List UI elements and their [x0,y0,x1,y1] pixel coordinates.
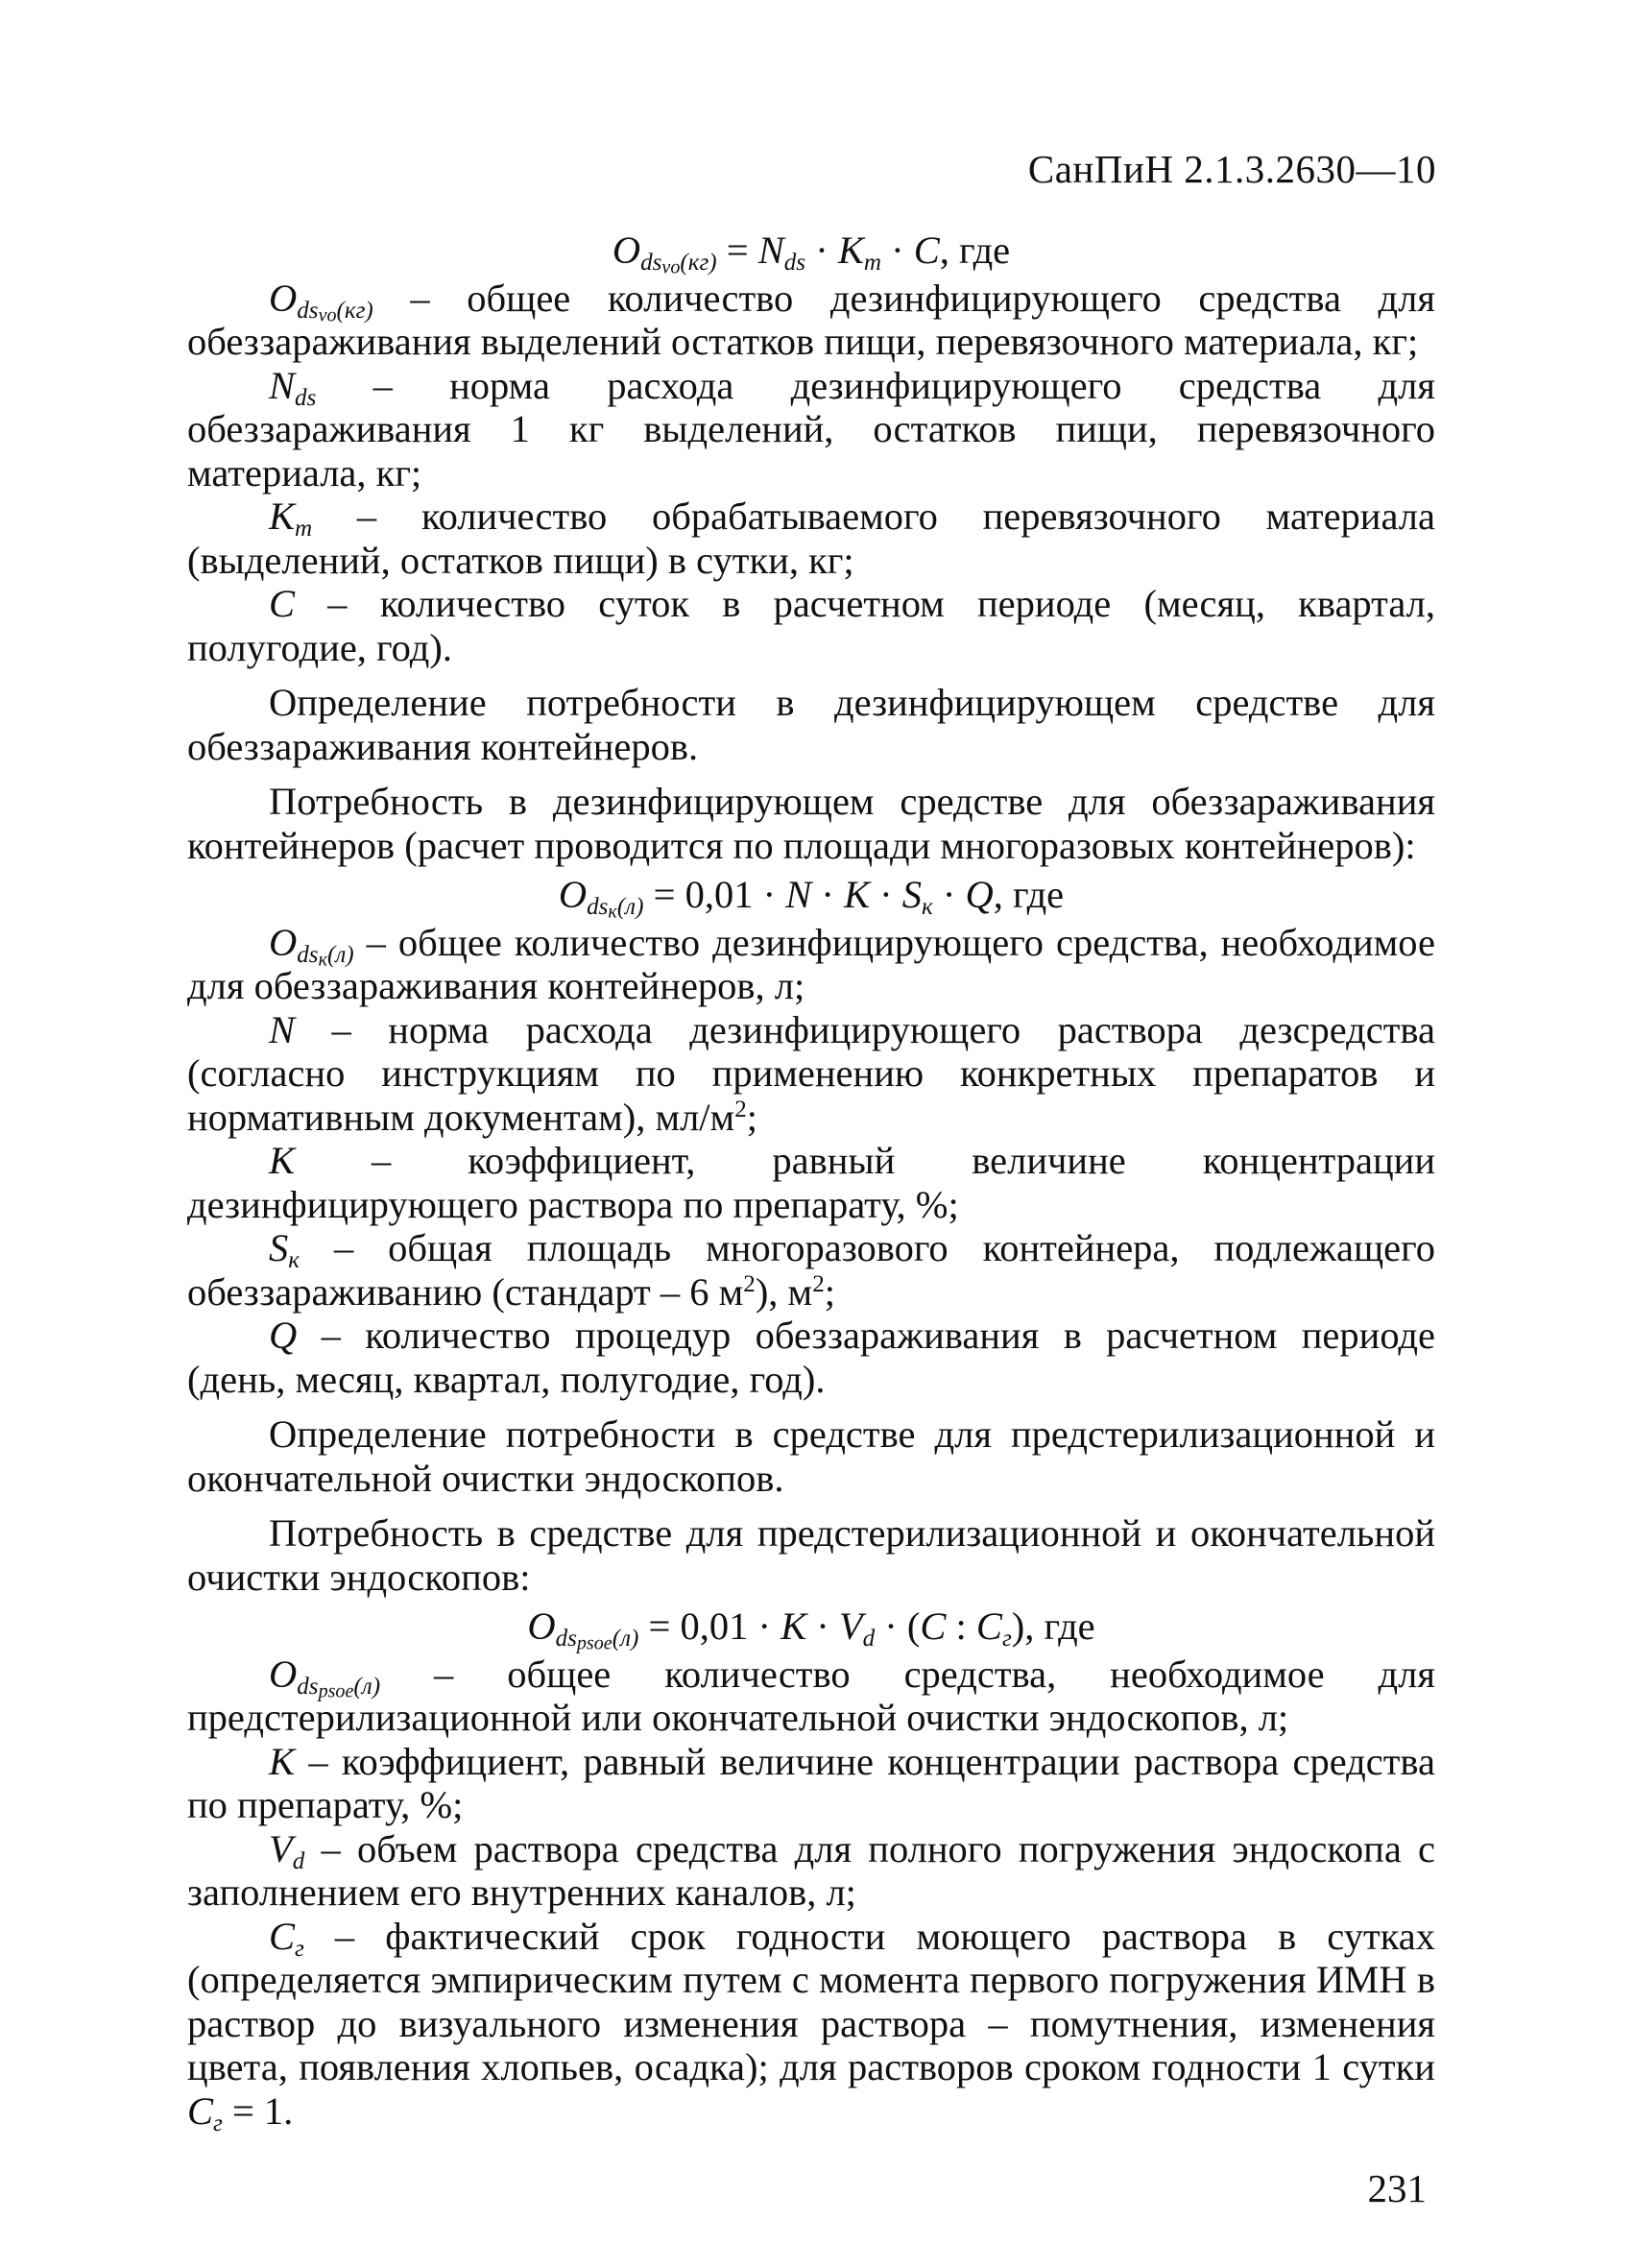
def-o-containers-text: – общее количество дезинфицирующего средства, необходимое для обеззараживания контейнеров, л; [187,920,1435,1007]
def-o-endoscopes-text: – общее количество средства, необходимое для предстерилизационной или окончательной очистки эндоскопов, л; [187,1652,1435,1739]
def-o-waste-text: – общее количество дезинфицирующего средства для обеззараживания выделений остатков пищи, перевязочного материала, кг; [187,276,1435,363]
def-k-endoscopes-text: – коэффициент, равный величине концентрации раствора средства по препарату, %; [187,1739,1435,1826]
def-k-containers: K – коэффициент, равный величине концентрации дезинфицирующего раствора по препарату, %; [187,1139,1435,1226]
def-vd: $V_d$ – объем раствора средства для полного погружения эндоскопа с заполнением его внутренних каналов, л; [187,1826,1435,1914]
formula-waste: $O_{ds_{vo}(кг)} = N_{ds} \cdot K_m \cdot C$, где [612,229,1011,278]
def-q-text: – количество процедур обеззараживания в расчетном периоде (день, месяц, квартал, полугодие, год). [187,1314,1435,1401]
def-sk-text-b: ), м [755,1269,813,1314]
def-k-endoscopes: K – коэффициент, равный величине концентрации раствора средства по препарату, %; [187,1739,1435,1826]
page-content [187,223,1435,2136]
formula-containers: $O_{ds_к(л)} = 0,01 \cdot N \cdot K \cdot S_к \cdot Q$, где [558,873,1065,923]
para-containers-title: Определение потребности в дезинфицирующем средстве для обеззараживания контейнеров. [187,681,1435,768]
where-label: где [958,229,1011,272]
def-n: N – норма расхода дезинфицирующего раствора дезсредства (согласно инструкциям по применению конкретных препаратов и нормативным документам), $мл/м^2$; [187,1007,1435,1139]
def-c: C – количество суток в расчетном периоде (месяц, квартал, полугодие, год). [187,582,1435,669]
def-sk-text-a: – общая площадь многоразового контейнера, подлежащего обеззараживанию (стандарт – 6 м [187,1226,1435,1314]
def-sk: $S_к$ – общая площадь многоразового контейнера, подлежащего обеззараживанию (стандарт – 6 $м^2$), $м^2$; [187,1226,1435,1314]
def-n-text: – норма расхода дезинфицирующего раствора дезсредства (согласно инструкциям по применению конкретных препаратов и нормативным документам), мл/м [187,1007,1435,1139]
def-vd-text: – объем раствора средства для полного погружения эндоскопа с заполнением его внутренних каналов, л; [187,1826,1435,1914]
def-c-text: – количество суток в расчетном периоде (месяц, квартал, полугодие, год). [187,582,1435,669]
para-containers-intro: Потребность в дезинфицирующем средстве для обеззараживания контейнеров (расчет проводится по площади многоразовых контейнеров): [187,780,1435,867]
def-o-endoscopes: $O_{ds_{psoe}(л)}$ – общее количество средства, необходимое для предстерилизационной или окончательной очистки эндоскопов, л; [187,1652,1435,1739]
formula-endoscopes: $O_{ds_{psoe}(л)} = 0,01 \cdot K \cdot V_d \cdot (C$ : $C_г$), где [527,1604,1095,1654]
def-cg: $C_г$ – фактический срок годности моющего раствора в сутках (определяется эмпирическим путем с момента первого погружения ИМН в раствор до визуального изменения раствора – помутнения, изменения цвета, появления хлопьев, осадка); для растворов сроком годности 1 сутки $C_г = 1$. [187,1914,1435,2136]
def-q: Q – количество процедур обеззараживания в расчетном периоде (день, месяц, квартал, полугодие, год). [187,1314,1435,1401]
def-nds-text: – норма расхода дезинфицирующего средства для обеззараживания 1 кг выделений, остатков пищи, перевязочного материала, кг; [187,363,1435,495]
document-header: СанПиН 2.1.3.2630—10 [1027,147,1436,191]
def-cg-text: – фактический срок годности моющего раствора в сутках (определяется эмпирическим путем с момента первого погружения ИМН в раствор до визуального изменения раствора – помутнения, изменения цвета, появления хлопьев, осадка); для растворов сроком годности 1 сутки [187,1914,1435,2088]
para-endoscopes-intro: Потребность в средстве для предстерилизационной и окончательной очистки эндоскопов: [187,1511,1435,1599]
def-nds: $N_{ds}$ – норма расхода дезинфицирующего средства для обеззараживания 1 кг выделений, остатков пищи, перевязочного материала, кг; [187,363,1435,495]
def-o-containers: $O_{ds_к(л)}$ – общее количество дезинфицирующего средства, необходимое для обеззараживания контейнеров, л; [187,920,1435,1007]
para-endoscopes-title: Определение потребности в средстве для предстерилизационной и окончательной очистки эндоскопов. [187,1412,1435,1500]
def-km: $K_m$ – количество обрабатываемого перевязочного материала (выделений, остатков пищи) в сутки, кг; [187,495,1435,582]
def-km-text: – количество обрабатываемого перевязочного материала (выделений, остатков пищи) в сутки, кг; [187,495,1435,582]
def-k-containers-text: – коэффициент, равный величине концентрации дезинфицирующего раствора по препарату, %; [187,1139,1435,1226]
page-number: 231 [1367,2166,1427,2210]
where-label: где [1012,873,1065,916]
def-cg-end: = 1. [222,2088,294,2133]
def-o-waste: $O_{ds_{vo}(кг)}$ – общее количество дезинфицирующего средства для обеззараживания выделений остатков пищи, перевязочного материала, кг; [187,276,1435,363]
where-label: где [1044,1604,1095,1648]
